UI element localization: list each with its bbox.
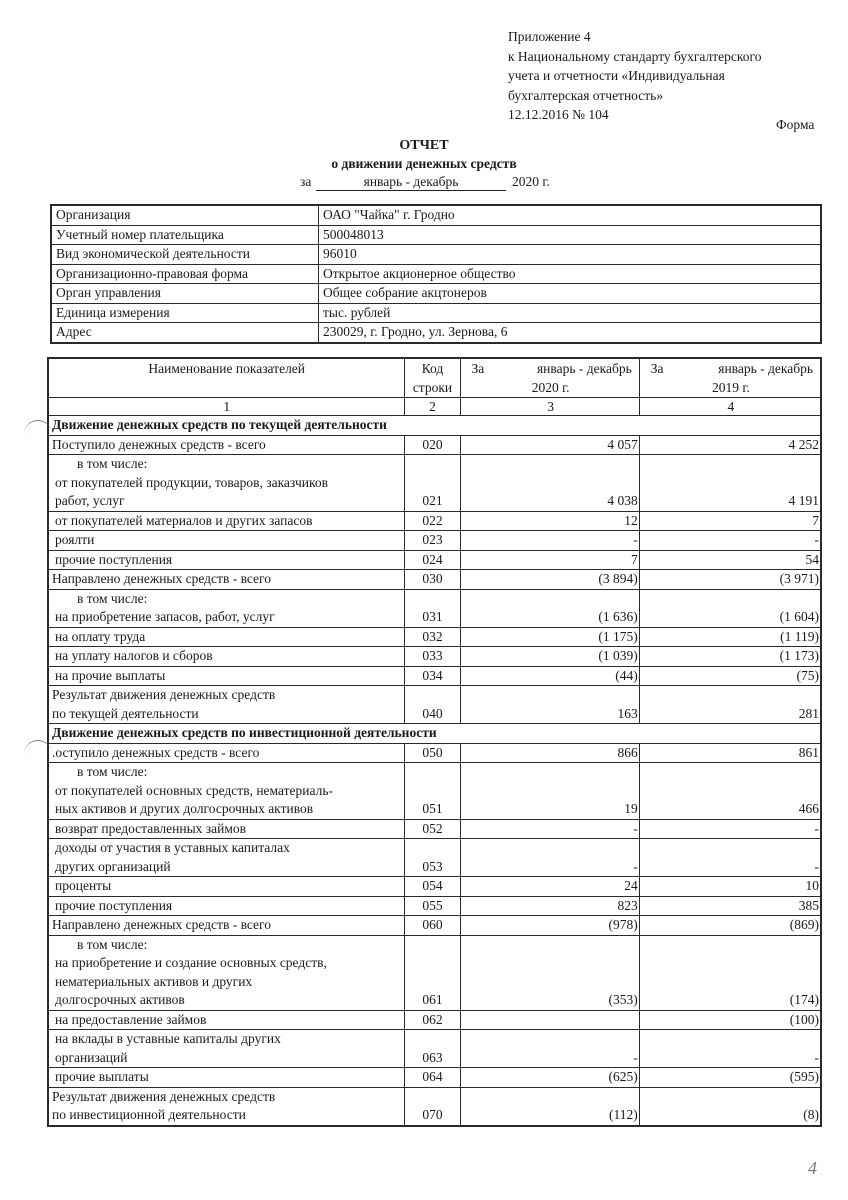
row-value-previous: - <box>639 531 821 551</box>
row-name-line: от покупателей основных средств, нематериаль- <box>55 782 333 798</box>
row-value-previous: 466 <box>639 763 821 820</box>
row-code: 064 <box>405 1068 460 1088</box>
row-code: 052 <box>405 819 460 839</box>
row-name: возврат предоставленных займов <box>48 819 405 839</box>
info-label: Организационно-правовая форма <box>51 264 319 284</box>
row-name: прочие поступления <box>48 896 405 916</box>
row-value-current: 866 <box>460 743 639 763</box>
row-value-current <box>460 1010 639 1030</box>
section-investing-heading: Движение денежных средств по инвестиционной деятельности <box>48 724 821 744</box>
section-heading-row <box>48 416 821 436</box>
column-number-row <box>48 398 821 416</box>
header-za: За <box>650 361 664 376</box>
row-name: на оплату труда <box>48 627 405 647</box>
row-name: прочие поступления <box>48 550 405 570</box>
row-code: 060 <box>405 916 460 936</box>
row-code: 061 <box>405 935 460 1010</box>
column-number: 4 <box>639 398 821 416</box>
row-code: 022 <box>405 511 460 531</box>
info-value: 500048013 <box>319 225 822 245</box>
report-title: ОТЧЕТ <box>399 138 449 153</box>
table-row <box>48 550 821 570</box>
row-name-line: других организаций <box>55 858 171 874</box>
header-period: январь - декабрь <box>718 361 813 376</box>
row-name: Поступило денежных средств - всего <box>48 435 405 455</box>
period-field: январь - декабрь <box>316 174 506 191</box>
info-value: 96010 <box>319 245 822 265</box>
report-subtitle: о движении денежных средств <box>331 156 517 171</box>
info-row <box>51 264 821 284</box>
row-name <box>48 763 405 820</box>
info-label: Вид экономической деятельности <box>51 245 319 265</box>
row-name-line: по текущей деятельности <box>52 705 199 721</box>
row-code: 062 <box>405 1010 460 1030</box>
table-row <box>48 627 821 647</box>
info-row <box>51 225 821 245</box>
row-code: 024 <box>405 550 460 570</box>
header-indicator-name: Наименование показателей <box>48 358 405 398</box>
row-code: 053 <box>405 839 460 877</box>
row-value-previous: 281 <box>639 686 821 724</box>
info-label: Адрес <box>51 323 319 343</box>
header-period: январь - декабрь <box>536 361 632 376</box>
form-label: Форма <box>776 117 815 132</box>
row-code: 033 <box>405 647 460 667</box>
row-name <box>48 1087 405 1126</box>
row-value-previous: (100) <box>639 1010 821 1030</box>
table-row <box>48 589 821 627</box>
row-code: 070 <box>405 1087 460 1126</box>
section-heading-row <box>48 724 821 744</box>
appendix-line: к Национальному стандарту бухгалтерского <box>508 48 762 64</box>
row-code: 023 <box>405 531 460 551</box>
row-value-previous: - <box>639 839 821 877</box>
row-value-previous: (3 971) <box>639 570 821 590</box>
row-code: 051 <box>405 763 460 820</box>
appendix-line: 12.12.2016 № 104 <box>508 107 609 122</box>
table-row <box>48 743 821 763</box>
header-year: 2020 г. <box>531 380 570 395</box>
row-name: роялти <box>48 531 405 551</box>
row-subheading: в том числе: <box>77 456 148 471</box>
row-name-line: Результат движения денежных средств <box>52 1088 276 1104</box>
row-name-line: на приобретение и создание основных средств, <box>55 955 327 970</box>
row-name <box>48 1030 405 1068</box>
row-value-previous: 4 191 <box>639 455 821 512</box>
row-value-current: 163 <box>460 686 639 724</box>
row-name: от покупателей материалов и других запасов <box>48 511 405 531</box>
row-value-previous: - <box>639 819 821 839</box>
row-value-current: (1 636) <box>460 589 639 627</box>
row-name: проценты <box>48 877 405 897</box>
row-value-current: 823 <box>460 896 639 916</box>
header-previous-period <box>639 358 821 398</box>
report-period <box>300 174 550 191</box>
table-row <box>48 916 821 936</box>
organization-info-table <box>50 204 822 344</box>
row-name: .оступило денежных средств - всего <box>48 743 405 763</box>
row-value-previous: (75) <box>639 666 821 686</box>
header-code-line2: строки <box>412 380 453 395</box>
info-label: Орган управления <box>51 284 319 304</box>
row-value-current: - <box>460 1030 639 1068</box>
header-za: За <box>471 361 485 376</box>
row-code: 032 <box>405 627 460 647</box>
row-name <box>48 589 405 627</box>
row-subheading: в том числе: <box>77 764 148 779</box>
row-code: 020 <box>405 435 460 455</box>
table-row <box>48 686 821 724</box>
row-code: 030 <box>405 570 460 590</box>
table-row <box>48 935 821 1010</box>
cash-flow-table <box>47 357 822 1127</box>
table-row <box>48 1010 821 1030</box>
header-line-code <box>405 358 460 398</box>
row-value-current: (1 175) <box>460 627 639 647</box>
row-name: на предоставление займов <box>48 1010 405 1030</box>
row-name-line: доходы от участия в уставных капиталах <box>55 840 290 855</box>
row-value-current: (112) <box>460 1087 639 1126</box>
row-value-previous: (869) <box>639 916 821 936</box>
header-current-period <box>460 358 639 398</box>
info-label: Организация <box>51 205 319 225</box>
row-value-previous: 7 <box>639 511 821 531</box>
row-value-previous: (1 604) <box>639 589 821 627</box>
row-code: 034 <box>405 666 460 686</box>
row-name: Направлено денежных средств - всего <box>48 916 405 936</box>
row-value-current: 7 <box>460 550 639 570</box>
row-code: 040 <box>405 686 460 724</box>
table-row <box>48 531 821 551</box>
row-value-previous: (174) <box>639 935 821 1010</box>
column-number: 2 <box>405 398 460 416</box>
table-row <box>48 1068 821 1088</box>
table-row <box>48 666 821 686</box>
info-row <box>51 205 821 225</box>
handwritten-page-mark: 4 <box>808 1158 817 1178</box>
table-row <box>48 435 821 455</box>
row-code: 054 <box>405 877 460 897</box>
row-value-previous: (595) <box>639 1068 821 1088</box>
row-value-previous: 4 252 <box>639 435 821 455</box>
row-name-line: на вклады в уставные капиталы других <box>55 1031 281 1046</box>
row-value-previous: (8) <box>639 1087 821 1126</box>
row-value-current: (978) <box>460 916 639 936</box>
info-value: 230029, г. Гродно, ул. Зернова, 6 <box>319 323 822 343</box>
row-name <box>48 455 405 512</box>
column-number: 3 <box>460 398 639 416</box>
info-label: Учетный номер плательщика <box>51 225 319 245</box>
row-value-current: (625) <box>460 1068 639 1088</box>
row-value-previous: (1 173) <box>639 647 821 667</box>
row-name-line: на приобретение запасов, работ, услуг <box>55 609 275 624</box>
row-value-previous: 10 <box>639 877 821 897</box>
row-name-line: от покупателей продукции, товаров, заказчиков <box>55 474 328 490</box>
info-value: Общее собрание акцтонеров <box>319 284 822 304</box>
table-row <box>48 763 821 820</box>
header-year: 2019 г. <box>711 380 750 395</box>
row-value-previous: - <box>639 1030 821 1068</box>
row-name: прочие выплаты <box>48 1068 405 1088</box>
row-value-current: (353) <box>460 935 639 1010</box>
column-number: 1 <box>48 398 405 416</box>
row-subheading: в том числе: <box>77 590 148 606</box>
info-value: ОАО "Чайка" г. Гродно <box>319 205 822 225</box>
appendix-line: Приложение 4 <box>508 29 591 44</box>
row-value-current: (44) <box>460 666 639 686</box>
row-value-current: (1 039) <box>460 647 639 667</box>
table-row <box>48 455 821 512</box>
info-value: тыс. рублей <box>319 303 822 323</box>
row-subheading: в том числе: <box>77 936 148 952</box>
table-row <box>48 647 821 667</box>
period-year: 2020 г. <box>512 174 550 189</box>
section-operating-heading: Движение денежных средств по текущей деятельности <box>48 416 821 436</box>
row-code: 021 <box>405 455 460 512</box>
row-name-line: нематериальных активов и других <box>55 973 253 989</box>
row-name: на уплату налогов и сборов <box>48 647 405 667</box>
info-label: Единица измерения <box>51 303 319 323</box>
table-row <box>48 839 821 877</box>
row-value-current: 12 <box>460 511 639 531</box>
table-row <box>48 819 821 839</box>
table-row <box>48 896 821 916</box>
row-value-previous: 385 <box>639 896 821 916</box>
row-code: 031 <box>405 589 460 627</box>
table-row <box>48 877 821 897</box>
row-value-current: 4 038 <box>460 455 639 512</box>
info-value: Открытое акционерное общество <box>319 264 822 284</box>
row-name-line: ных активов и других долгосрочных активов <box>55 801 314 816</box>
row-value-current: - <box>460 531 639 551</box>
row-name <box>48 839 405 877</box>
info-row <box>51 303 821 323</box>
appendix-reference <box>508 27 762 125</box>
row-code: 050 <box>405 743 460 763</box>
row-code: 063 <box>405 1030 460 1068</box>
appendix-line: учета и отчетности «Индивидуальная <box>508 68 725 83</box>
row-value-previous: 54 <box>639 550 821 570</box>
row-name: на прочие выплаты <box>48 666 405 686</box>
table-row <box>48 1030 821 1068</box>
row-name-line: по инвестиционной деятельности <box>52 1107 246 1122</box>
row-value-previous: 861 <box>639 743 821 763</box>
row-value-current: 4 057 <box>460 435 639 455</box>
row-name-line: Результат движения денежных средств <box>52 687 276 702</box>
row-name-line: работ, услуг <box>55 493 125 508</box>
info-row <box>51 284 821 304</box>
row-value-current: - <box>460 839 639 877</box>
period-prefix: за <box>300 174 312 189</box>
table-header-row <box>48 358 821 398</box>
info-row <box>51 245 821 265</box>
row-name-line: организаций <box>55 1049 128 1065</box>
row-value-previous: (1 119) <box>639 627 821 647</box>
table-row <box>48 570 821 590</box>
row-value-current: 19 <box>460 763 639 820</box>
row-code: 055 <box>405 896 460 916</box>
table-row <box>48 511 821 531</box>
row-value-current: - <box>460 819 639 839</box>
row-name-line: долгосрочных активов <box>55 992 185 1007</box>
row-name <box>48 935 405 1010</box>
header-code-line1: Код <box>421 361 444 376</box>
row-value-current: 24 <box>460 877 639 897</box>
row-name <box>48 686 405 724</box>
table-row <box>48 1087 821 1126</box>
info-row <box>51 323 821 343</box>
appendix-line: бухгалтерская отчетность» <box>508 87 664 103</box>
row-value-current: (3 894) <box>460 570 639 590</box>
row-name: Направлено денежных средств - всего <box>48 570 405 590</box>
